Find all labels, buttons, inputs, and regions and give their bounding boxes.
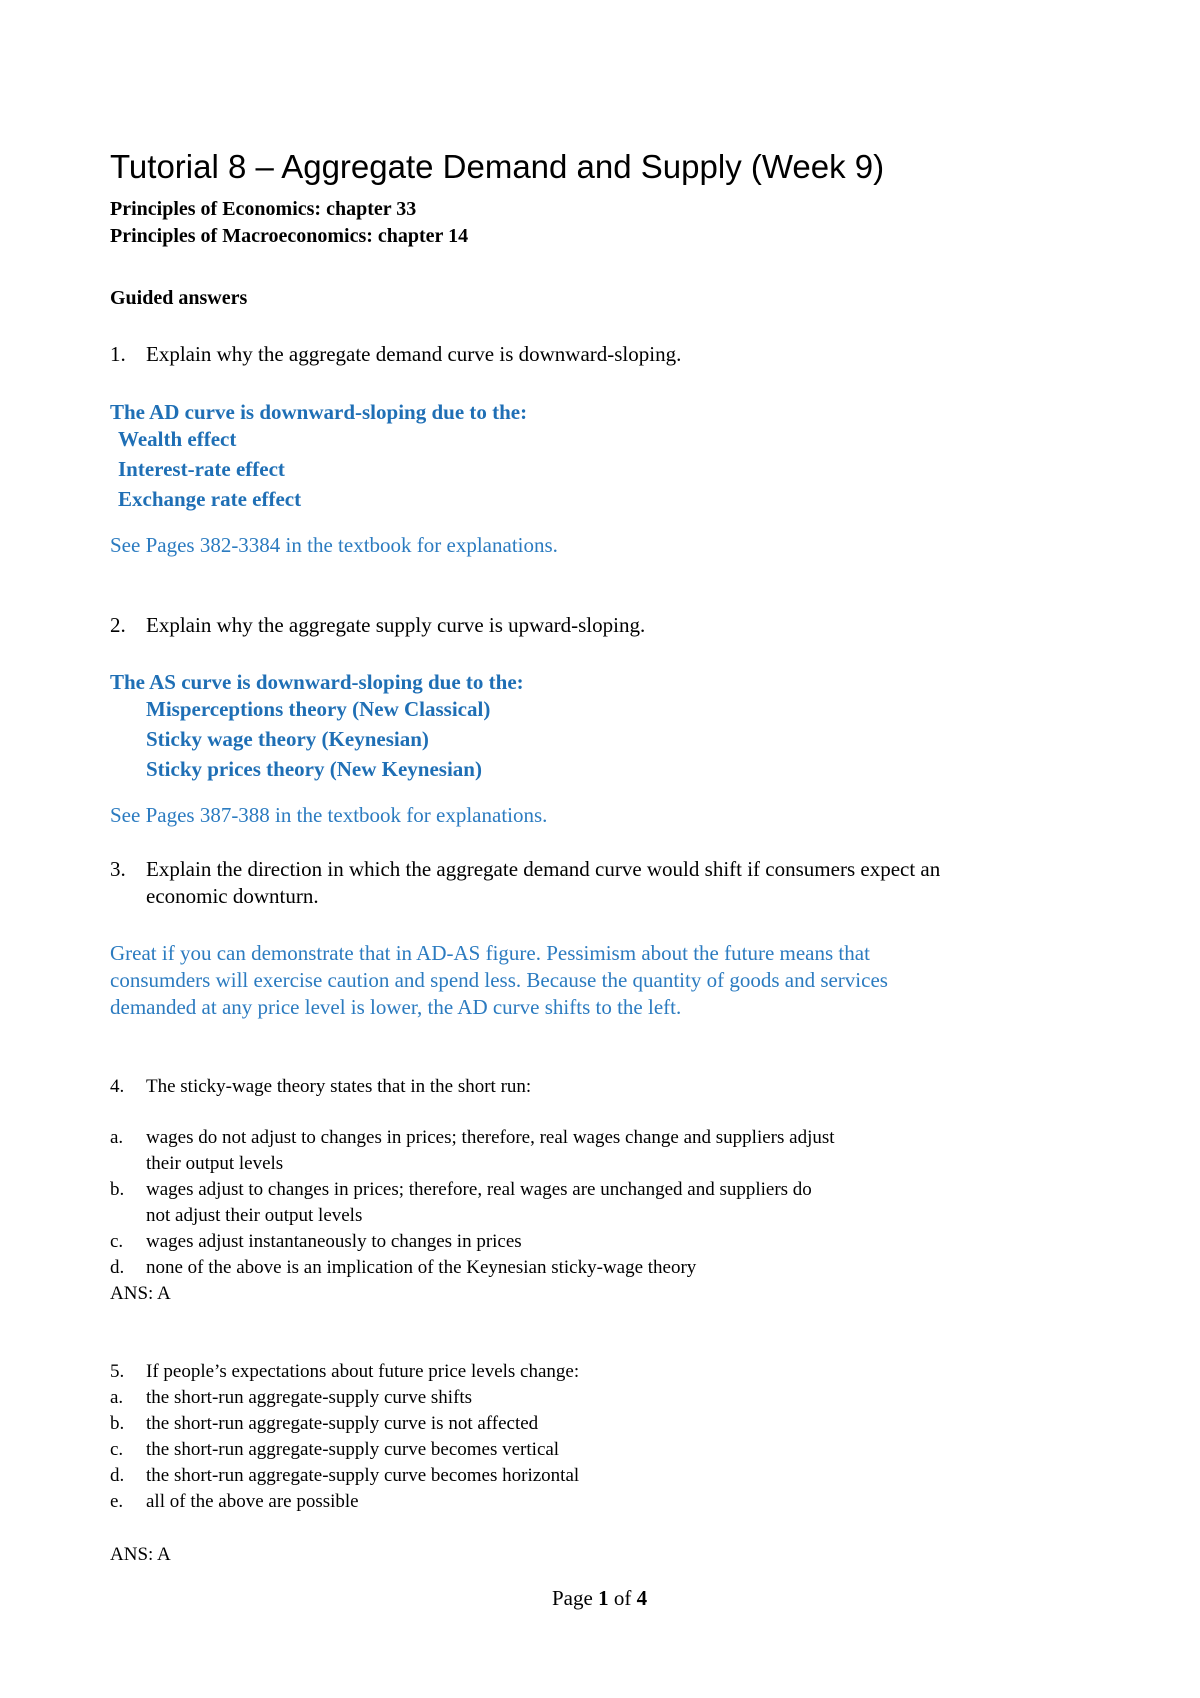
answer-1-heading: The AD curve is downward-sloping due to the:	[110, 400, 528, 424]
subtitle-economics: Principles of Economics: chapter 33	[110, 198, 417, 220]
option-a	[110, 1125, 835, 1150]
answer-1-item: Interest-rate effect	[118, 457, 285, 481]
answer-2-note: See Pages 387-388 in the textbook for explanations.	[110, 803, 548, 827]
question-number: 1.	[110, 342, 126, 366]
option-e	[110, 1489, 359, 1514]
option-text: the short-run aggregate-supply curve becomes vertical	[146, 1439, 560, 1460]
option-text: the short-run aggregate-supply curve shifts	[146, 1387, 473, 1408]
question-number: 2.	[110, 613, 126, 637]
question-5	[110, 1359, 579, 1384]
answer-3-line: consumders will exercise caution and spend less. Because the quantity of goods and services	[110, 968, 888, 992]
question-3	[110, 856, 940, 883]
question-3-continued: economic downturn.	[146, 884, 319, 908]
option-letter: d.	[110, 1257, 125, 1278]
page-number-footer	[552, 1585, 647, 1611]
question-1	[110, 341, 681, 368]
subtitle-macroeconomics: Principles of Macroeconomics: chapter 14	[110, 225, 469, 247]
question-2	[110, 612, 645, 639]
answer-2-heading: The AS curve is downward-sloping due to the:	[110, 670, 524, 694]
option-text: wages adjust instantaneously to changes in prices	[146, 1231, 522, 1252]
option-c	[110, 1437, 559, 1462]
answer-5: ANS: A	[110, 1544, 171, 1565]
page-title: Tutorial 8 – Aggregate Demand and Supply (Week 9)	[110, 148, 885, 185]
option-letter: c.	[110, 1231, 124, 1252]
option-text: none of the above is an implication of the Keynesian sticky-wage theory	[146, 1257, 697, 1278]
question-number: 5.	[110, 1361, 125, 1382]
option-d	[110, 1255, 696, 1280]
answer-2-item: Misperceptions theory (New Classical)	[146, 697, 491, 721]
of-label: of	[613, 1586, 632, 1610]
option-text: the short-run aggregate-supply curve becomes horizontal	[146, 1465, 580, 1486]
section-heading: Guided answers	[110, 287, 248, 309]
question-text: Explain why the aggregate supply curve is upward-sloping.	[146, 613, 646, 637]
answer-3-line: demanded at any price level is lower, the AD curve shifts to the left.	[110, 995, 682, 1019]
question-text: The sticky-wage theory states that in the short run:	[146, 1076, 532, 1097]
option-b	[110, 1411, 538, 1436]
option-d	[110, 1463, 579, 1488]
question-text: Explain the direction in which the aggregate demand curve would shift if consumers expect an	[146, 857, 941, 881]
question-text: Explain why the aggregate demand curve is downward-sloping.	[146, 342, 682, 366]
question-number: 3.	[110, 857, 126, 881]
question-text: If people’s expectations about future price levels change:	[146, 1361, 580, 1382]
option-letter: b.	[110, 1179, 125, 1200]
option-text: wages adjust to changes in prices; therefore, real wages are unchanged and suppliers do	[146, 1179, 812, 1200]
answer-2-item: Sticky prices theory (New Keynesian)	[146, 757, 482, 781]
option-letter: d.	[110, 1465, 125, 1486]
option-a-continued: their output levels	[146, 1153, 284, 1174]
answer-4: ANS: A	[110, 1283, 171, 1304]
page-label: Page	[552, 1586, 593, 1610]
total-page-number: 4	[636, 1586, 648, 1610]
answer-1-item: Exchange rate effect	[118, 487, 302, 511]
option-letter: a.	[110, 1387, 124, 1408]
answer-1-item: Wealth effect	[118, 427, 237, 451]
answer-3-line: Great if you can demonstrate that in AD-AS figure. Pessimism about the future means that	[110, 941, 870, 965]
question-4	[110, 1074, 531, 1099]
option-c	[110, 1229, 522, 1254]
option-text: wages do not adjust to changes in prices; therefore, real wages change and suppliers adjust	[146, 1127, 835, 1148]
option-letter: e.	[110, 1491, 124, 1512]
answer-1-note: See Pages 382-3384 in the textbook for explanations.	[110, 533, 558, 557]
option-text: the short-run aggregate-supply curve is not affected	[146, 1413, 539, 1434]
option-b	[110, 1177, 812, 1202]
option-b-continued: not adjust their output levels	[146, 1205, 363, 1226]
option-text: all of the above are possible	[146, 1491, 359, 1512]
option-letter: b.	[110, 1413, 125, 1434]
option-letter: c.	[110, 1439, 124, 1460]
current-page-number: 1	[598, 1586, 609, 1610]
question-number: 4.	[110, 1076, 125, 1097]
option-a	[110, 1385, 472, 1410]
answer-2-item: Sticky wage theory (Keynesian)	[146, 727, 429, 751]
option-letter: a.	[110, 1127, 124, 1148]
